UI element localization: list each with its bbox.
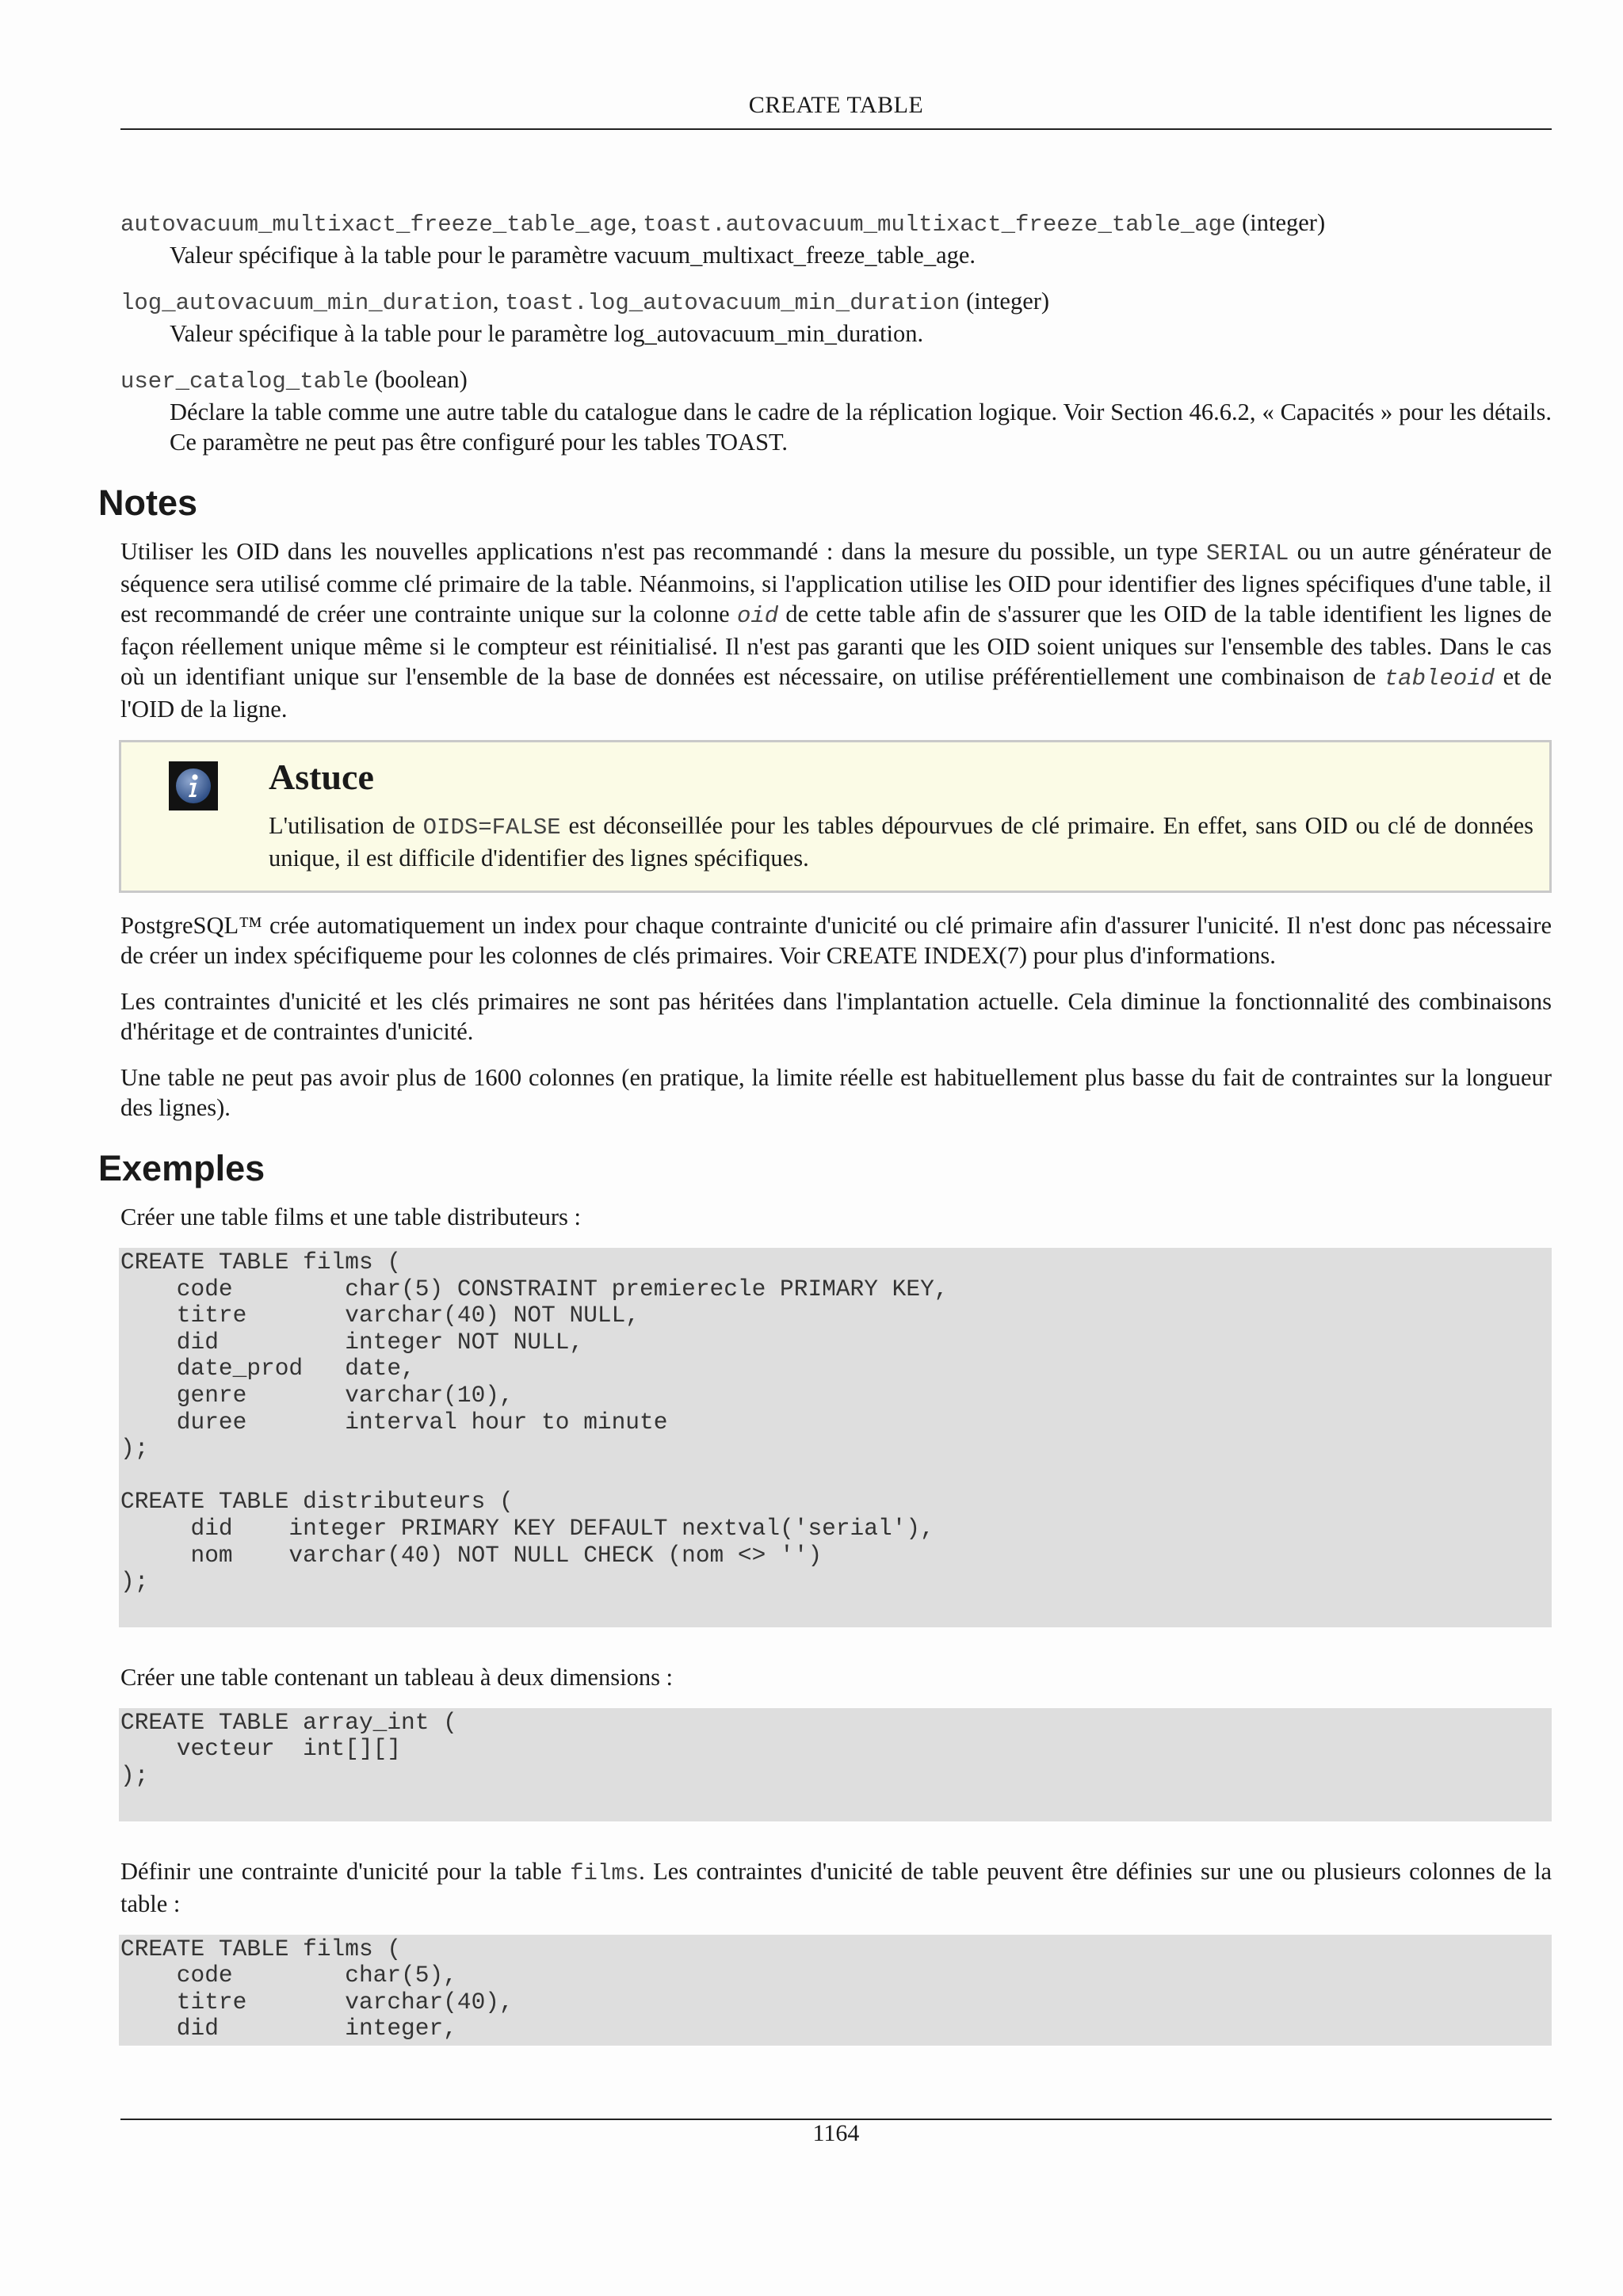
text-run: est déconseillée pour les tables dépourvues de clé primaire. En effet, sans OID ou clé de données unique, il est difficile d'identifier des lignes spécifiques. [269,812,1533,871]
param-entry [120,364,1552,457]
param-entry [120,208,1552,270]
param-term [120,364,1552,397]
param-type: (integer) [1235,209,1326,236]
text-run: . Les contraintes d'unicité de table peuvent être définies sur une ou plusieurs colonnes de la table : [120,1857,1552,1917]
header-rule [120,128,1552,130]
example-intro: Créer une table films et une table distributeurs : [120,1203,582,1230]
tip-text [269,810,1533,873]
text-run: L'utilisation de [269,812,423,839]
param-term [120,208,1552,240]
page-content [98,208,1552,2046]
examples-heading: Exemples [98,1148,265,1188]
inline-code: SERIAL [1205,540,1289,566]
param-term [120,286,1552,318]
text-run: de cette table afin de s'assurer que les OID de la table identifient les lignes de façon réellement unique même si le compteur est réinitialisé. Il n'est pas garanti que les OID soient uniques sur l'ensemble des tables. Dans le cas où un identifiant unique sur l'ensemble de la base de données est nécessaire, on utilise préférentiellement une combinaison de [120,601,1552,690]
param-entry [120,286,1552,349]
notes-paragraph [120,536,1552,724]
param-separator: , [630,209,643,236]
page-number: 1164 [812,2120,860,2146]
tip-box [119,740,1552,893]
code-block: CREATE TABLE films ( code char(5), titre varchar(40), did integer, [119,1935,1552,2046]
param-description: Valeur spécifique à la table pour le paramètre vacuum_multixact_freeze_table_age. [170,242,976,269]
inline-code: tableoid [1384,666,1495,692]
notes-heading: Notes [98,482,198,523]
param-type: (boolean) [369,366,468,393]
example-intro [120,1856,1552,1919]
param-description: Valeur spécifique à la table pour le paramètre log_autovacuum_min_duration. [170,320,924,347]
param-type: (integer) [960,288,1050,315]
inline-code: OIDS=FALSE [422,814,561,841]
text-run: Définir une contrainte d'unicité pour la table [120,1857,571,1885]
param-name: autovacuum_multixact_freeze_table_age [120,212,631,238]
example-intro: Créer une table contenant un tableau à deux dimensions : [120,1663,674,1691]
param-name-toast: toast.autovacuum_multixact_freeze_table_age [643,212,1236,238]
text-run: ou un autre générateur de séquence sera utilisé comme clé primaire de la table. Néanmoins, si l'application utilise les OID pour identifier des lignes spécifiques d'une table, il est recommandé de créer une contrainte unique sur la colonne [120,538,1552,627]
text-run: et de l'OID de la ligne. [120,663,1552,723]
notes-paragraph: Une table ne peut pas avoir plus de 1600 colonnes (en pratique, la limite réelle est habituellement plus basse du fait de contraintes sur la longueur des lignes). [120,1064,1552,1121]
param-separator: , [492,288,506,315]
param-name: user_catalog_table [120,368,369,395]
param-name: log_autovacuum_min_duration [120,290,493,316]
info-icon [169,761,218,810]
code-block: CREATE TABLE array_int ( vecteur int[][] ); [119,1708,1552,1821]
running-header: CREATE TABLE [748,92,924,118]
param-name-toast: toast.log_autovacuum_min_duration [505,290,960,316]
text-run: Utiliser les OID dans les nouvelles applications n'est pas recommandé : dans la mesure du possible, un type [120,538,1206,565]
notes-paragraph: PostgreSQL™ crée automatiquement un index pour chaque contrainte d'unicité ou clé primaire afin d'assurer l'unicité. Il n'est donc pas nécessaire de créer un index spécifiqueme pour les colonnes de clés primaires. Voir CREATE INDEX(7) pour plus d'informations. [120,912,1552,969]
notes-paragraph: Les contraintes d'unicité et les clés primaires ne sont pas héritées dans l'implantation actuelle. Cela diminue la fonctionnalité des combinaisons d'héritage et de contraintes d'unicité. [120,988,1552,1045]
inline-code: oid [736,603,779,629]
tip-title: Astuce [269,757,374,797]
inline-code: films [570,1859,640,1886]
param-description: Déclare la table comme une autre table du catalogue dans le cadre de la réplication logique. Voir Section 46.6.2, « Capacités » pour les détails. Ce paramètre ne peut pas être configuré pour les tables TOAST. [170,399,1552,456]
code-block: CREATE TABLE films ( code char(5) CONSTRAINT premierecle PRIMARY KEY, titre varchar(40) NOT NULL, did integer NOT NULL, date_prod date, genre varchar(10), duree interval hour to minute ); CREATE TABLE distributeurs ( did integer PRIMARY KEY DEFAULT nextval('serial'), nom varchar(40) NOT NULL CHECK (nom <> '') ); [119,1248,1552,1627]
